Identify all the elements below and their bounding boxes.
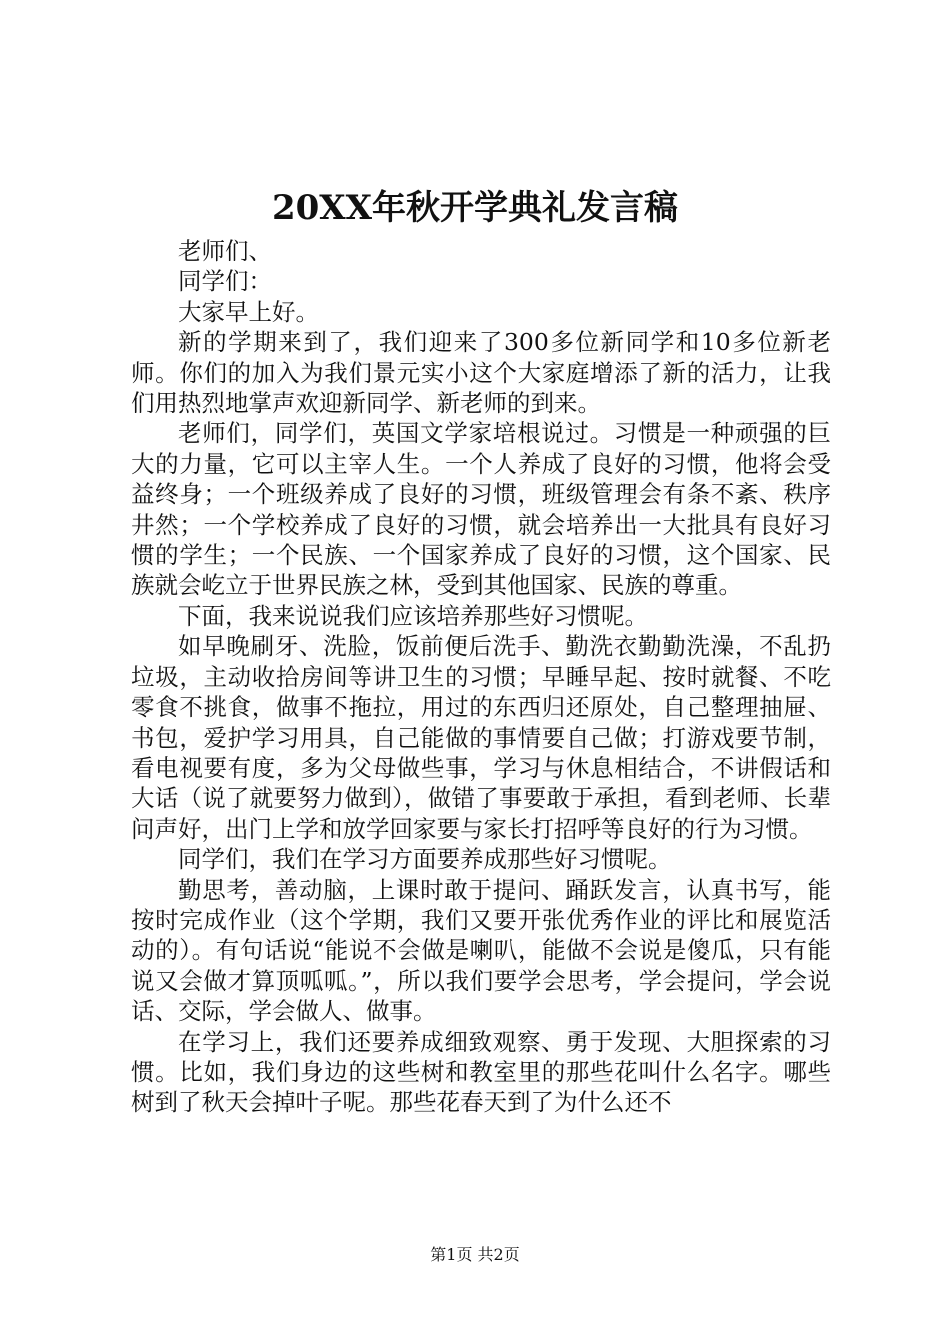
document-title: 20XX年秋开学典礼发言稿 [271, 188, 679, 228]
paragraph-study-habits: 勤思考，善动脑，上课时敢于提问、踊跃发言，认真书写，能按时完成作业（这个学期，我们又要开张优秀作业的评比和展览活动的）。有句话说“能说不会做是喇叭，能做不会说是傻瓜，只有能说又会做才算顶呱呱。”，所以我们要学会思考，学会提问，学会说话、交际，学会做人、做事。 [131, 875, 831, 1026]
greeting: 大家早上好。 [178, 297, 319, 326]
paragraph-intro-study: 同学们，我们在学习方面要养成那些好习惯呢。 [178, 845, 672, 874]
paragraph-observation: 在学习上，我们还要养成细致观察、勇于发现、大胆探索的习惯。比如，我们身边的这些树和教室里的那些花叫什么名字。哪些树到了秋天会掉叶子呢。那些花春天到了为什么还不 [131, 1027, 831, 1117]
salutation-students: 同学们： [178, 267, 272, 296]
paragraph-welcome: 新的学期来到了，我们迎来了300多位新同学和10多位新老师。你们的加入为我们景元实小这个大家庭增添了新的活力，让我们用热烈地掌声欢迎新同学、新老师的到来。 [131, 328, 831, 418]
page-number-footer: 第1页 共2页 [430, 1245, 520, 1264]
paragraph-intro-habits: 下面，我来说说我们应该培养那些好习惯呢。 [178, 601, 648, 630]
salutation-teachers: 老师们、 [178, 237, 272, 265]
paragraph-behavior-habits: 如早晚刷牙、洗脸，饭前便后洗手、勤洗衣勤勤洗澡，不乱扔垃圾，主动收拾房间等讲卫生的习惯；早睡早起、按时就餐、不吃零食不挑食，做事不拖拉，用过的东西归还原处，自己整理抽屉、书包，爱护学习用具，自己能做的事情要自己做；打游戏要节制，看电视要有度，多为父母做些事，学习与休息相结合，不讲假话和大话（说了就要努力做到），做错了事要敢于承担，看到老师、长辈问声好，出门上学和放学回家要与家长打招呼等良好的行为习惯。 [131, 632, 831, 843]
document-body [131, 236, 831, 1184]
paragraph-habits-importance: 老师们，同学们，英国文学家培根说过。习惯是一种顽强的巨大的力量，它可以主宰人生。一个人养成了良好的习惯，他将会受益终身；一个班级养成了良好的习惯，班级管理会有条不紊、秩序井然；一个学校养成了良好的习惯，就会培养出一大批具有良好习惯的学生；一个民族、一个国家养成了良好的习惯，这个国家、民族就会屹立于世界民族之林，受到其他国家、民族的尊重。 [131, 419, 831, 600]
